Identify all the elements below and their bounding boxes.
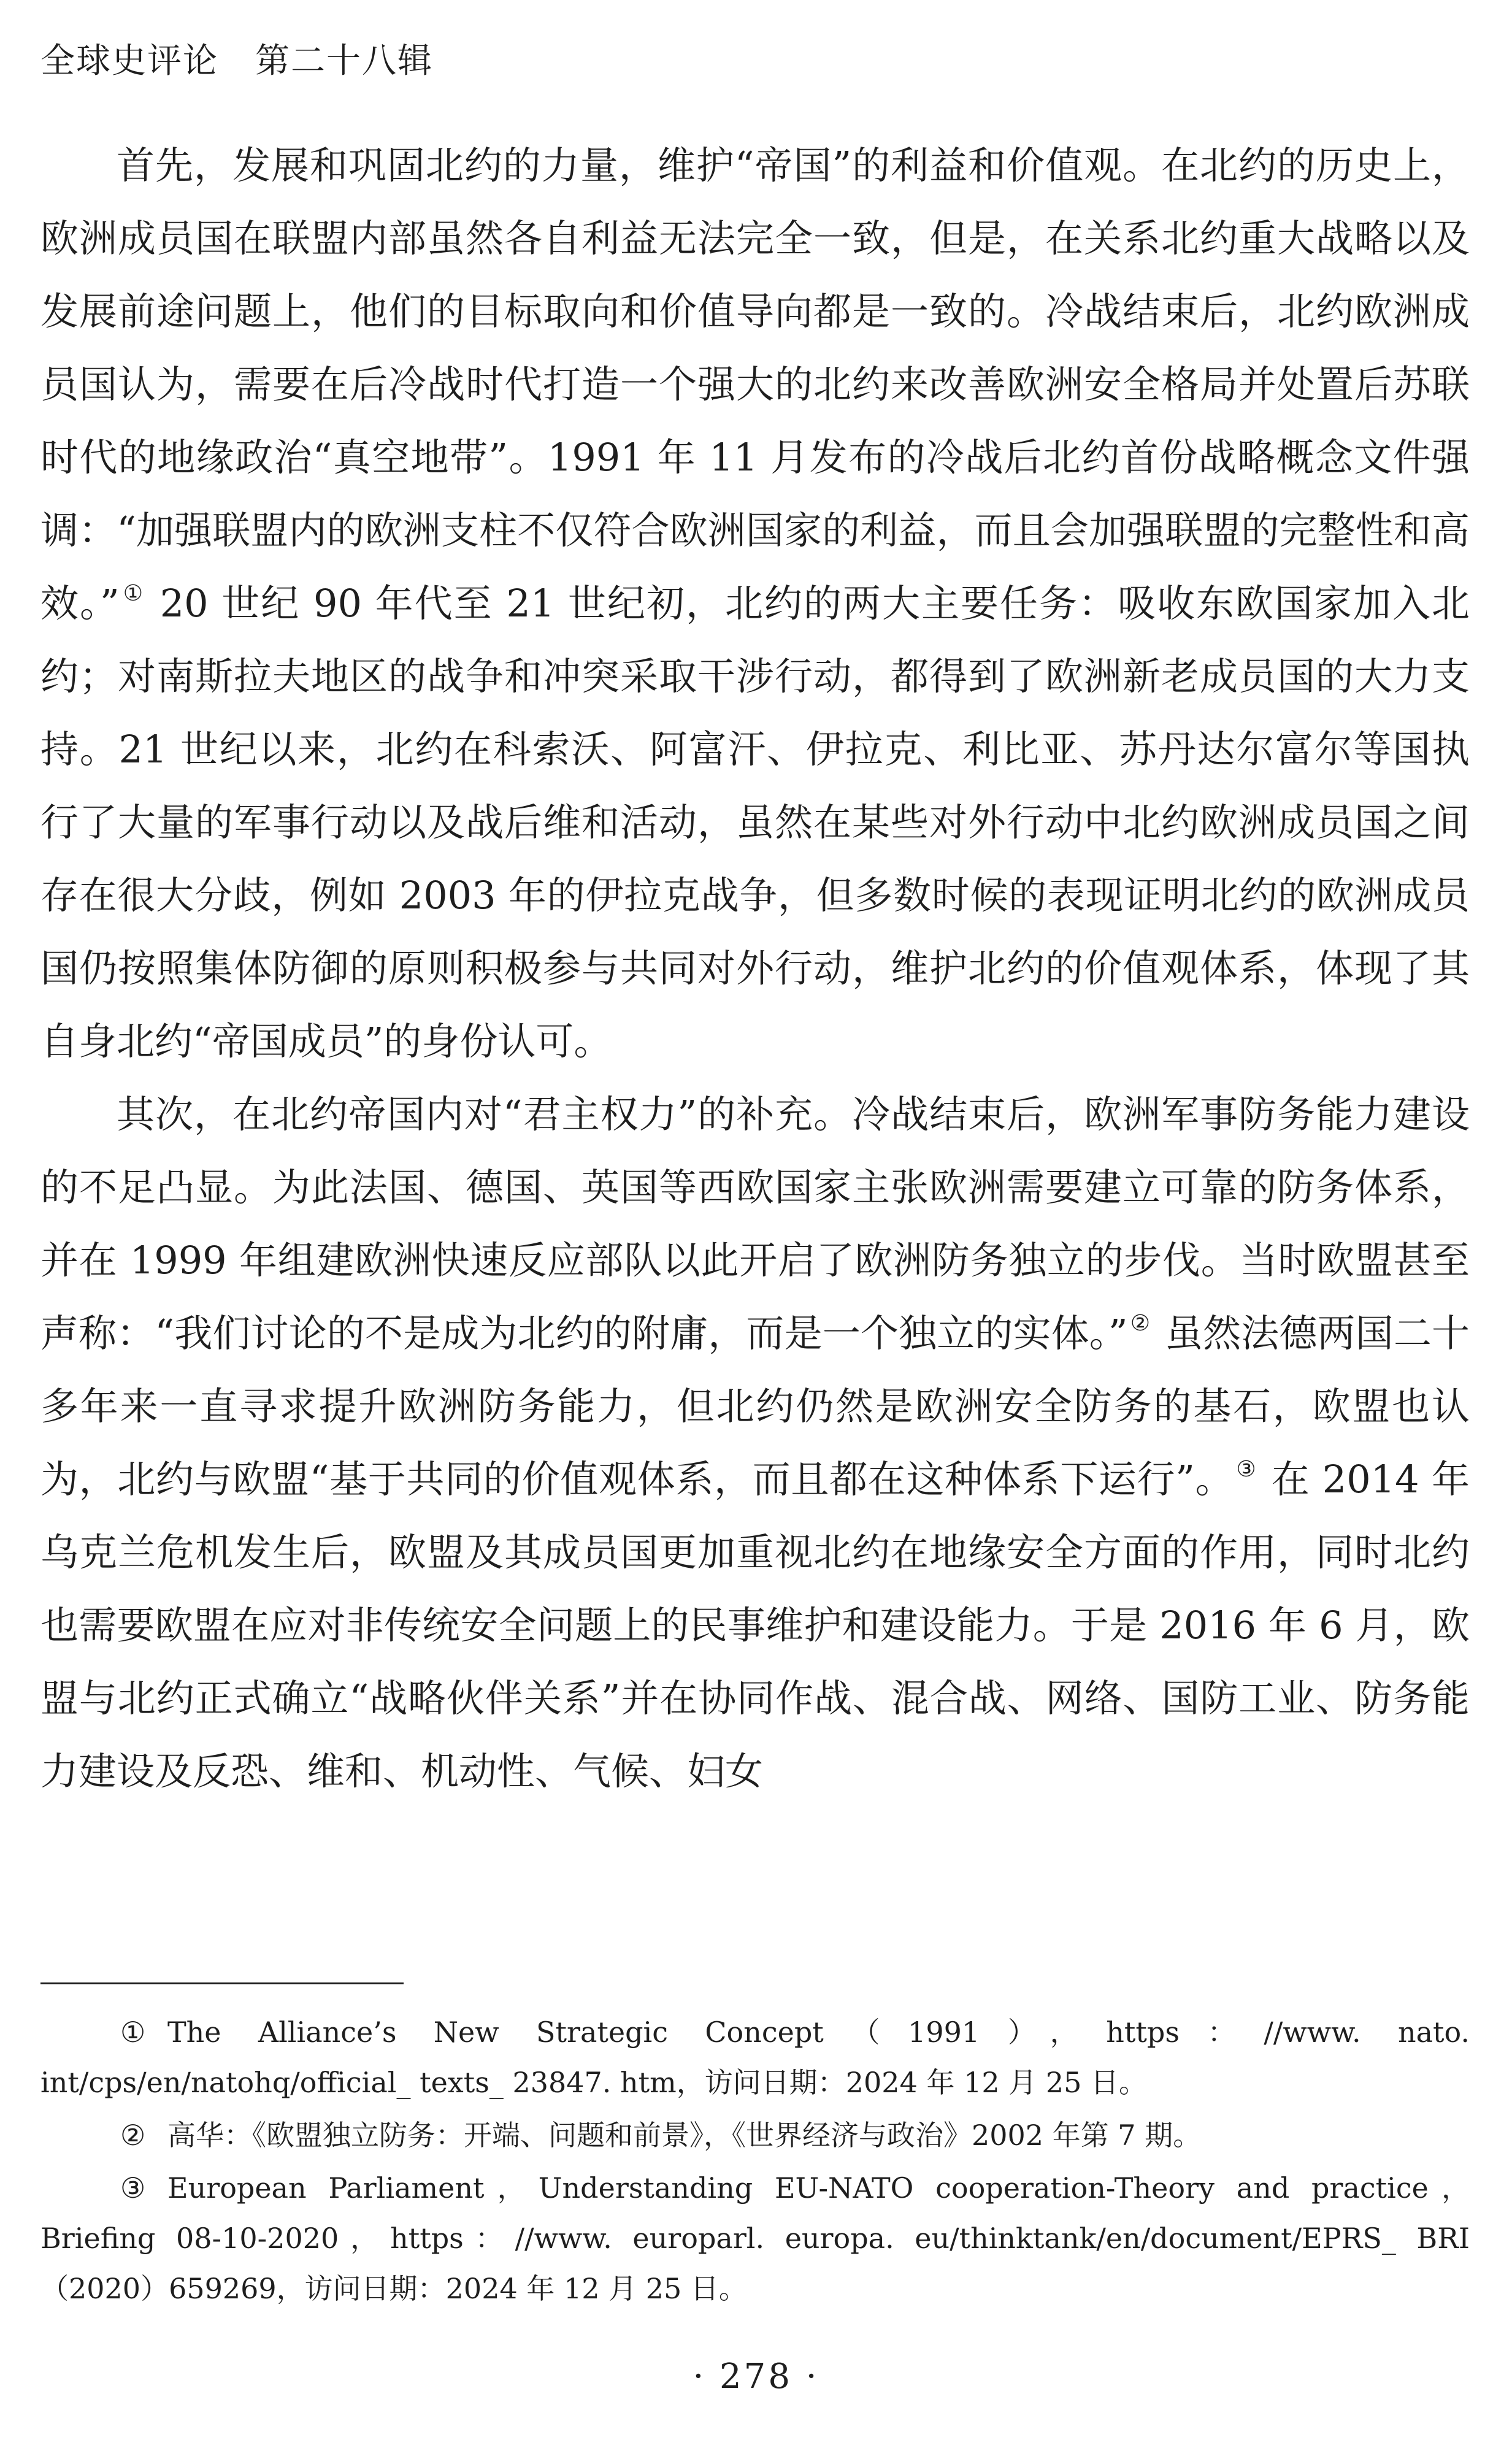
paragraph-1: [40, 129, 1470, 1078]
footnote-2: [40, 2110, 1470, 2160]
footnote-3: [40, 2163, 1470, 2314]
paragraph-1-text-b: 20 世纪 90 年代至 21 世纪初，北约的两大主要任务：吸收东欧国家加入北约；对南斯拉夫地区的战争和冲突采取干涉行动，都得到了欧洲新老成员国的大力支持。21 世纪以来，北约在科索沃、阿富汗、伊拉克、利比亚、苏丹达尔富尔等国执行了大量的军事行动以及战后维和活动，虽然在某些对外行动中北约欧洲成员国之间存在很大分歧，例如 2003 年的伊拉克战争，但多数时候的表现证明北约的欧洲成员国仍按照集体防御的原则积极参与共同对外行动，维护北约的价值观体系，体现了其自身北约“帝国成员”的身份认可。: [40, 581, 1470, 1064]
body-text: [40, 129, 1470, 1808]
footnote-3-mark: ③: [120, 2171, 146, 2205]
paragraph-1-text-a: 首先，发展和巩固北约的力量，维护“帝国”的利益和价值观。在北约的历史上，欧洲成员国在联盟内部虽然各自利益无法完全一致，但是，在关系北约重大战略以及发展前途问题上，他们的目标取向和价值导向都是一致的。冷战结束后，北约欧洲成员国认为，需要在后冷战时代打造一个强大的北约来改善欧洲安全格局并处置后苏联时代的地缘政治“真空地带”。1991 年 11 月发布的冷战后北约首份战略概念文件强调：“加强联盟内的欧洲支柱不仅符合欧洲国家的利益，而且会加强联盟的完整性和高效。”: [40, 143, 1470, 626]
footnote-3-text: European Parliament，Understanding EU-NATO cooperation-Theory and practice，Briefing 08-10-2020，https：//www. europarl. europa. eu/thinktank/en/document/EPRS_ BRI（2020）659269，访问日期：2024 年 12 月 25 日。: [40, 2171, 1470, 2305]
footnote-ref-2[interactable]: ②: [1130, 1311, 1151, 1336]
paragraph-2: [40, 1078, 1470, 1808]
footnote-separator-rule: [40, 1982, 404, 1984]
journal-title: 全球史评论: [40, 41, 218, 81]
paragraph-2-text-c: 在 2014 年乌克兰危机发生后，欧盟及其成员国更加重视北约在地缘安全方面的作用，同时北约也需要欧盟在应对非传统安全问题上的民事维护和建设能力。于是 2016 年 6 月，欧盟与北约正式确立“战略伙伴关系”并在协同作战、混合战、网络、国防工业、防务能力建设及反恐、维和、机动性、气候、妇女: [40, 1457, 1470, 1794]
footnote-1: [40, 2007, 1470, 2108]
running-head: [40, 36, 433, 87]
footnotes: [40, 2007, 1470, 2314]
footnote-ref-3[interactable]: ③: [1236, 1457, 1257, 1482]
footnote-2-text: 高华：《欧盟独立防务：开端、问题和前景》，《世界经济与政治》2002 年第 7 期。: [167, 2119, 1202, 2152]
footnote-1-text: The Alliance’s New Strategic Concept（1991），https：//www. nato. int/cps/en/natohq/official_ texts_ 23847. htm，访问日期：2024 年 12 月 25 日。: [40, 2016, 1470, 2099]
issue-label: 第二十八辑: [255, 41, 433, 81]
page-number: · 278 ·: [693, 2357, 819, 2397]
footnote-ref-1[interactable]: ①: [121, 581, 144, 606]
footnote-1-mark: ①: [120, 2016, 146, 2049]
paragraph-2-text-b: 虽然法德两国二十多年来一直寻求提升欧洲防务能力，但北约仍然是欧洲安全防务的基石，欧盟也认为，北约与欧盟“基于共同的价值观体系，而且都在这种体系下运行”。: [40, 1311, 1470, 1502]
paragraph-2-text-a: 其次，在北约帝国内对“君主权力”的补充。冷战结束后，欧洲军事防务能力建设的不足凸显。为此法国、德国、英国等西欧国家主张欧洲需要建立可靠的防务体系，并在 1999 年组建欧洲快速反应部队以此开启了欧洲防务独立的步伐。当时欧盟甚至声称：“我们讨论的不是成为北约的附庸，而是一个独立的实体。”: [40, 1092, 1470, 1356]
footnote-2-mark: ②: [120, 2119, 146, 2152]
